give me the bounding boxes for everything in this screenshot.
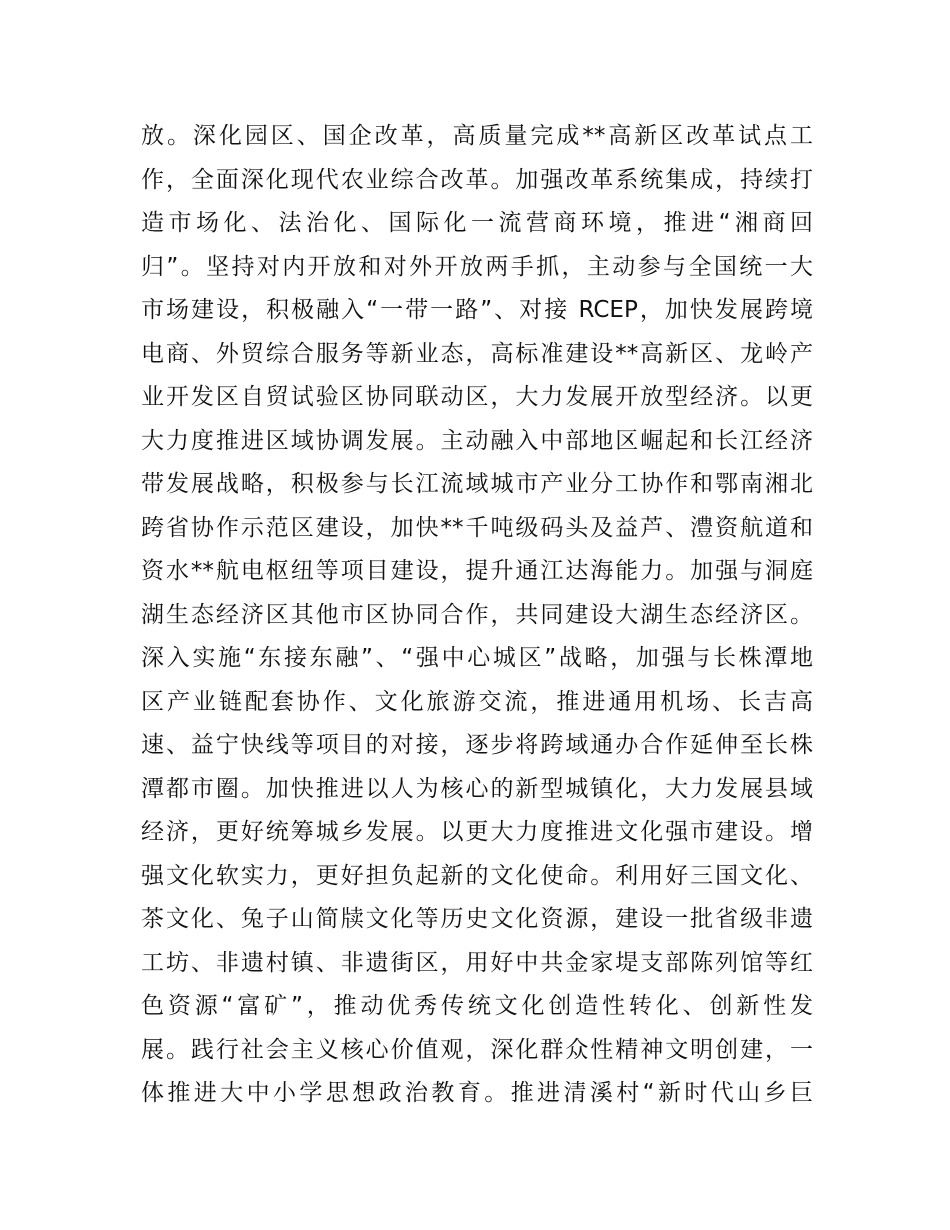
text-line: 深入实施“东接东融”、“强中心城区”战略，加强与长株潭地	[141, 645, 813, 671]
text-line: 作，全面深化现代农业综合改革。加强改革系统集成，持续打	[141, 166, 813, 193]
text-line: 电商、外贸综合服务等新业态，高标准建设**高新区、龙岭产	[141, 340, 813, 367]
text-line: 速、益宁快线等项目的对接，逐步将跨域通办合作延伸至长株	[141, 732, 813, 758]
text-line: 茶文化、兔子山简牍文化等历史文化资源，建设一批省级非遗	[141, 906, 813, 932]
text-line: 区产业链配套协作、文化旅游交流，推进通用机场、长吉高	[141, 688, 813, 715]
text-line: 强文化软实力，更好担负起新的文化使命。利用好三国文化、	[141, 862, 813, 889]
text-line: 大力度推进区域协调发展。主动融入中部地区崛起和长江经济	[141, 427, 813, 454]
text-line: 资水**航电枢纽等项目建设，提升通江达海能力。加强与洞庭	[141, 558, 813, 584]
text-line: 放。深化园区、国企改革，高质量完成**高新区改革试点工	[141, 123, 813, 149]
text-line: 色资源“富矿”，推动优秀传统文化创造性转化、创新性发	[141, 993, 813, 1019]
text-line: 造市场化、法治化、国际化一流营商环境，推进“湘商回	[141, 210, 813, 236]
text-line: 工坊、非遗村镇、非遗街区，用好中共金家堤支部陈列馆等红	[141, 949, 813, 976]
text-line: 业开发区自贸试验区协同联动区，大力发展开放型经济。以更	[141, 384, 813, 410]
text-line: 归”。坚持对内开放和对外开放两手抓，主动参与全国统一大	[141, 253, 813, 280]
text-line: 市场建设，积极融入“一带一路”、对接 RCEP，加快发展跨境	[141, 297, 813, 323]
text-line: 经济，更好统筹城乡发展。以更大力度推进文化强市建设。增	[141, 819, 813, 845]
text-line: 展。践行社会主义核心价值观，深化群众性精神文明创建，一	[141, 1036, 813, 1063]
text-line: 体推进大中小学思想政治教育。推进清溪村“新时代山乡巨	[141, 1080, 813, 1106]
text-line: 跨省协作示范区建设，加快**千吨级码头及益芦、澧资航道和	[141, 514, 813, 541]
text-line: 湖生态经济区其他市区协同合作，共同建设大湖生态经济区。	[141, 601, 813, 628]
text-line: 潭都市圈。加快推进以人为核心的新型城镇化，大力发展县域	[141, 775, 813, 802]
text-line: 带发展战略，积极参与长江流域城市产业分工协作和鄂南湘北	[141, 471, 813, 497]
body-text	[141, 115, 813, 1116]
